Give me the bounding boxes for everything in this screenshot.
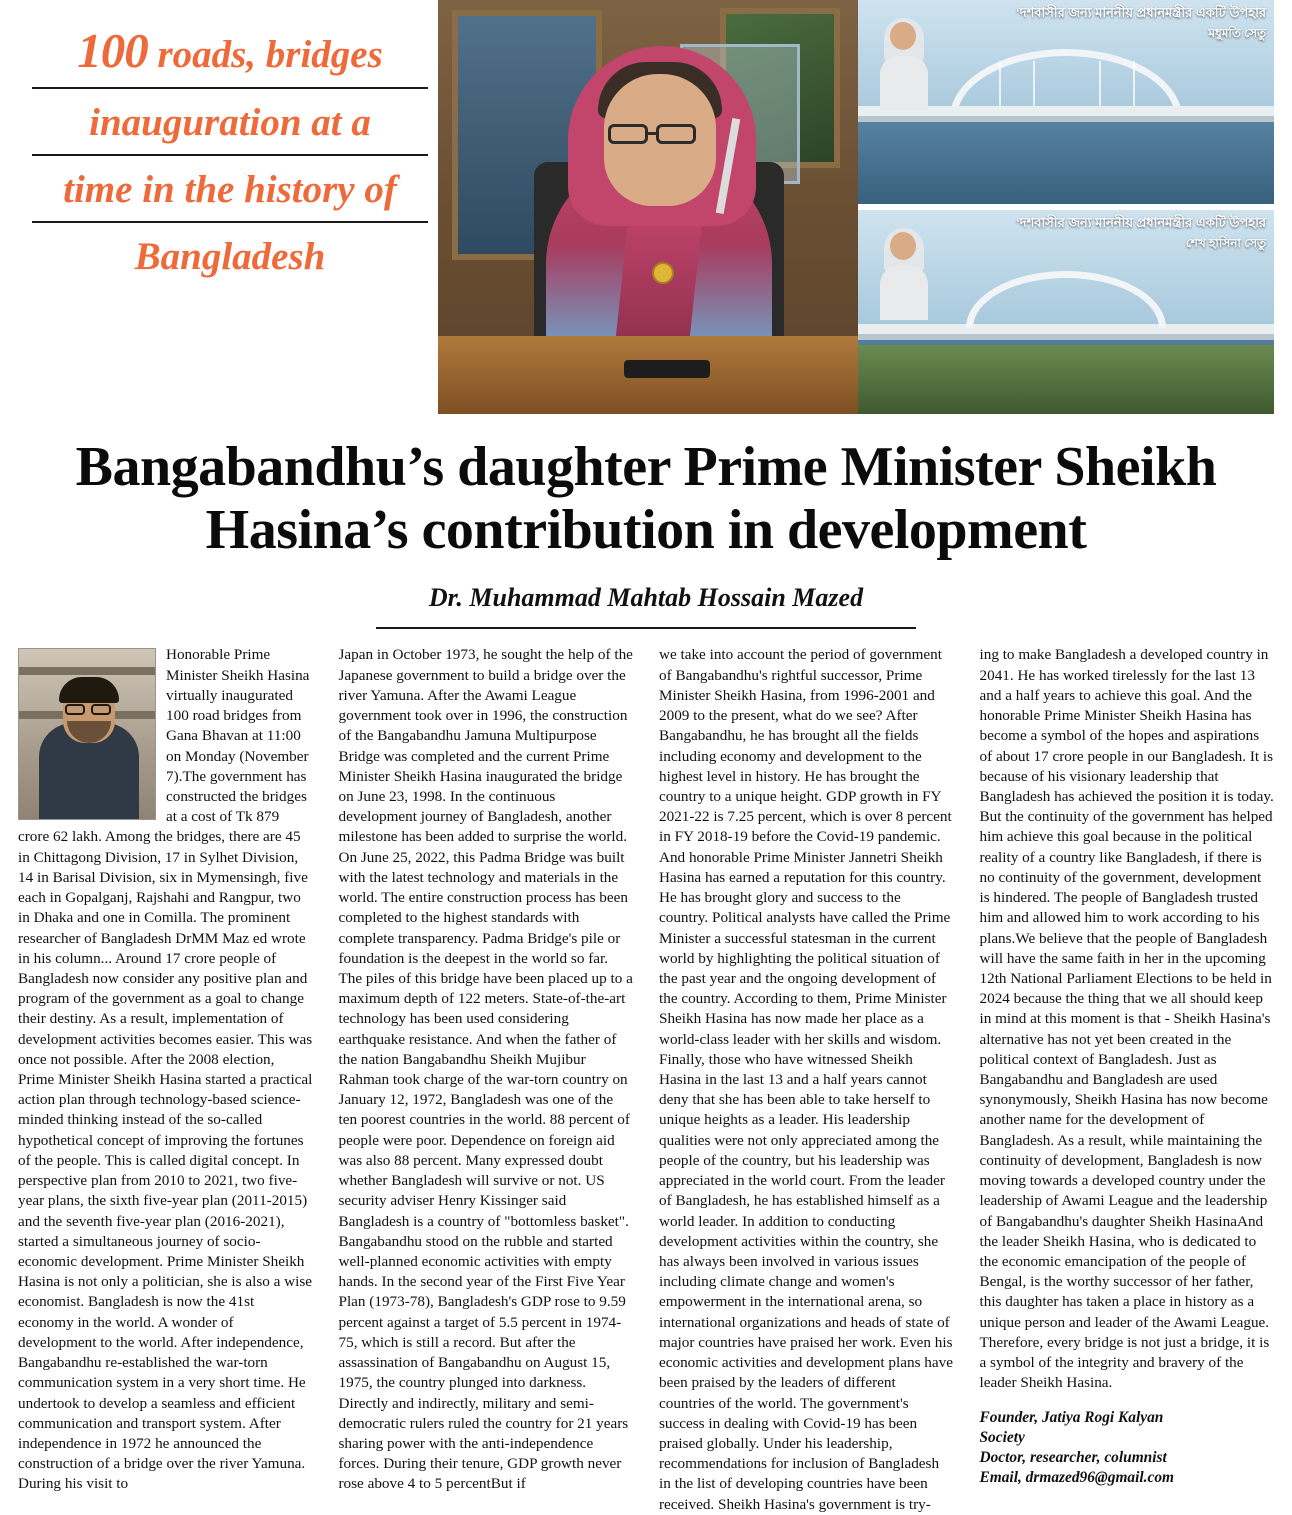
article-column-1 [18, 645, 313, 1514]
bridge-photo-bottom [858, 210, 1274, 414]
article-columns [18, 645, 1274, 1514]
article-body-text: Japan in October 1973, he sought the help of the Japanese government to build a bridge over the river Yamuna. After the Awami League government took over in 1996, the construction of the Bangabandhu Jamuna Multipurpose Bridge was completed and the current Prime Minister Sheikh Hasina inaugurated the bridge on June 23, 1998. In the continuous development journey of Bangladesh, another milestone has been added to surprise the world. On June 25, 2022, this Padma Bridge was built with the latest technology and materials in the world. The entire construction process has been completed to the highest standards with complete transparency. Padma Bridge's pile or foundation is the deepest in the world so far. The piles of this bridge have been placed up to a maximum depth of 122 meters. State-of-the-art technology has been used considering earthquake resistance. And when the father of the nation Bangabandhu Sheikh Mujibur Rahman took charge of the war-torn country on January 12, 1972, Bangladesh was one of the ten poorest countries in the world. 88 percent of people were poor. Dependence on foreign aid was also 88 percent. Many expressed doubt whether Bangladesh will survive or not. US security adviser Henry Kissinger said Bangladesh is a country of "bottomless basket". Bangabandhu stood on the rubble and started well-planned economic activities with empty hands. In the second year of the First Five Year Plan (1973-78), Bangladesh's GDP rose to 9.59 percent against a target of 5.5 percent in 1974-75, which is still a record. But after the assassination of Bangabandhu on August 15, 1975, the country plunged into darkness. Directly and indirectly, military and semi-democratic rulers ruled the country for 21 years sharing power with the anti-independence forces. During their tenure, GDP growth never rose above 4 to 5 percentBut if [338, 646, 633, 1493]
kicker-line-1 [32, 12, 428, 89]
bridge-cable [1033, 61, 1035, 110]
author-signoff [980, 1408, 1275, 1488]
article-column-4 [980, 645, 1275, 1514]
article-column-3 [659, 645, 954, 1514]
author-hair [59, 677, 119, 703]
bridge-photo-stack [858, 0, 1274, 420]
byline: Dr. Muhammad Mahtab Hossain Mazed [428, 583, 864, 613]
land [858, 345, 1274, 414]
bridge-cable [1099, 61, 1101, 110]
bridge-top-banner-line1: ‘দশবাসীর জন্য মাননীয় প্রধানমন্ত্রীর একটি উপহার [1016, 5, 1266, 20]
signoff-line-4: Email, drmazed96@gmail.com [979, 1468, 1175, 1486]
bridge-bottom-banner [858, 210, 1274, 259]
author-glasses-left [65, 704, 85, 715]
bridge-bottom-banner-line2: শেখ হাসিনা সেতু [1185, 236, 1266, 250]
author-glasses-right [91, 704, 111, 715]
bookshelf [19, 667, 155, 675]
bridge-bottom-banner-line1: ‘দশবাসীর জন্য মাননীয় প্রধানমন্ত্রীর একটি উপহার [1016, 215, 1266, 230]
person-torso [880, 56, 928, 110]
kicker-line-4: Bangladesh [134, 235, 326, 278]
bridge-cable [999, 61, 1001, 110]
signoff-line-3: Doctor, researcher, columnist [979, 1448, 1167, 1466]
kicker-headline [18, 0, 438, 420]
kicker-line-2: inauguration at a [32, 89, 428, 156]
page-title: Bangabandhu’s daughter Prime Minister Sheikh Hasina’s contribution in development [75, 436, 1217, 561]
bridge-top-banner [858, 0, 1274, 49]
signoff-line-2: Society [979, 1428, 1025, 1446]
person-torso [880, 266, 928, 320]
prime-minister-photo [438, 0, 858, 414]
remote-device [624, 360, 710, 378]
glasses-left-lens [608, 124, 648, 144]
top-media-block [18, 0, 1274, 420]
author-photo [18, 648, 156, 820]
byline-divider [376, 627, 916, 629]
glasses-bridge [648, 132, 658, 135]
bridge-photo-top [858, 0, 1274, 204]
article-body-text: ing to make Bangladesh a developed country in 2041. He has worked tirelessly for the last 13 and a half years to achieve this goal. And the honorable Prime Minister Sheikh Hasina has become a symbol of the hopes and aspirations of about 17 crore people in our Bangladesh. It is because of his visionary leadership that Bangladesh has achieved the position it is today. But the continuity of the government has helped him achieve this goal because in the political reality of a country like Bangladesh, if there is no continuity of the government, development is hindered. The people of Bangladesh trusted him and allowed him to work according to his plans.We believe that the people of Bangladesh will have the same faith in her in the upcoming 12th National Parliament Elections to be held in 2024 because the thing that we all should keep in mind at this moment is that - Sheikh Hasina's alternative has not yet been created in the political context of Bangladesh. Just as Bangabandhu and Bangladesh are used synonymously, Sheikh Hasina has now become another name for the development of Bangladesh. As a result, while maintaining the continuity of development, Bangladesh is now moving towards a developed country under the leadership of Awami League and the leadership of Bangabandhu's daughter Sheikh HasinaAnd the leader Sheikh Hasina, who is dedicated to the economic emancipation of the people of Bengal, is the worthy successor of her father, this daughter has taken a place in history as a unique person and leader of the Awami League. Therefore, every bridge is not just a bridge, it is a symbol of the integrity and bravery of the leader Sheikh Hasina. [979, 646, 1274, 1392]
glasses-right-lens [656, 124, 696, 144]
bridge-cable [1133, 61, 1135, 110]
kicker-line-3: time in the history of [32, 156, 428, 223]
article-column-2 [339, 645, 634, 1514]
bridge-top-banner-line2: মধুমতি সেতু [1208, 26, 1266, 40]
kicker-line-1-rest: roads, bridges [147, 33, 383, 76]
signoff-line-1: Founder, Jatiya Rogi Kalyan [979, 1408, 1164, 1426]
kicker-number: 100 [77, 23, 148, 78]
article-body-text: Honorable Prime Minister Sheikh Hasina virtually inaugurated 100 road bridges from Gana Bhavan at 11:00 on Monday (November 7).The government has constructed the bridges at a cost of Tk 879 crore 62 lakh. Among the bridges, there are 45 in Chittagong Division, 17 in Sylhet Division, 14 in Barisal Division, six in Mymensingh, five each in Gopalganj, Rajshahi and Rangpur, two in Dhaka and one in Comilla. The prominent researcher of Bangladesh DrMM Maz ed wrote in his column... Around 17 crore people of Bangladesh now consider any positive plan and program of the government as a goal to change their destiny. As a result, implementation of development activities becomes easier. This was once not possible. After the 2008 election, Prime Minister Sheikh Hasina started a practical action plan through technology-based science-minded thinking instead of the so-called hypothetical concept of improving the fortunes of the people. This is called digital concept. In perspective plan from 2010 to 2021, two five-year plans, the sixth five-year plan (2011-2015) and the seventh five-year plan (2016-2021), started a simultaneous journey of socio-economic development. Prime Minister Sheikh Hasina is not only a politician, she is also a wise economist. Bangladesh is now the 41st economy in the world. A wonder of development to the world. After independence, Bangabandhu re-established the war-torn communication system in a very short time. He undertook to develop a seamless and efficient communication and transport system. After independence in 1972 he announced the construction of a bridge over the river Yamuna. During his visit to [18, 646, 313, 1493]
river [858, 114, 1274, 204]
brooch-icon [652, 262, 674, 284]
article-body-text: we take into account the period of government of Bangabandhu's rightful successor, Prime Minister Sheikh Hasina, from 1996-2001 and 2009 to the present, what do we see? After Bangabandhu, he has brought all the fields including economy and development to the highest level in history. He has brought the country to a unique height. GDP growth in FY 2021-22 is 7.25 percent, which is over 8 percent in FY 2018-19 before the Covid-19 pandemic. And honorable Prime Minister Jannetri Sheikh Hasina has earned a reputation for this country. He has brought glory and success to the country. Political analysts have called the Prime Minister a successful statesman in the current world by highlighting the political situation of the past year and the ongoing development of the country. According to them, Prime Minister Sheikh Hasina has now made her place as a world-class leader with her skills and wisdom. Finally, those who have witnessed Sheikh Hasina in the last 13 and a half years cannot deny that she has been able to take herself to unique heights as a leader. His leadership qualities were not only appreciated among the people of the country, but his leadership was appreciated in the world court. From the leader of Bangladesh, he has established himself as a world leader. In addition to conducting development activities within the country, she has always been involved in various issues including climate change and women's empowerment in the international arena, so international organizations and heads of state of major countries have praised her work. Even his economic activities and development plans have been praised by the leaders of different countries of the world. The government's success in dealing with Covid-19 has been praised globally. Under his leadership, recommendations for inclusion of Bangladesh in the list of developing countries have been received. Sheikh Hasina's government is try- [659, 646, 953, 1513]
